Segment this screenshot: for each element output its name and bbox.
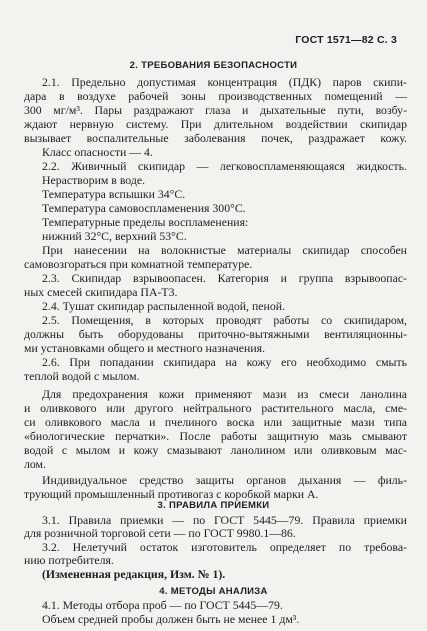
text-line: Для предохранения кожи применяют мази из смеси ланолина [42,387,407,401]
text-line: ных смесей скипидара ПА-Т3. [24,285,178,299]
text-line: 2.2. Живичный скипидар — легковоспламеняющаяся жидкость. [42,159,407,173]
text-line: ждают нервную систему. При длительном воздействии скипидар [24,117,407,131]
text-line: 300 мг/м³. Пары раздражают глаза и дыхательные пути, возбу- [24,103,407,117]
text-line: При нанесении на волокнистые материалы скипидар способен [42,243,407,257]
section-title-methods: 4. МЕТОДЫ АНАЛИЗА [159,586,268,597]
text-line: для розничной торговой сети — по ГОСТ 9980.1—86. [24,526,296,540]
text-line: самовозгораться при комнатной температуре. [24,257,253,271]
text-line: трующий промышленный противогаз с коробкой марки А. [24,487,319,501]
text-line: теплой водой с мылом. [24,369,140,383]
text-line: си оливкового масла и пчелиного воска или защитные мази типа [24,415,407,429]
text-line: Класс опасности — 4. [42,145,153,159]
text-line: Температура вспышки 34°С. [42,187,186,201]
text-line: 4.1. Методы отбора проб — по ГОСТ 5445—79. [42,598,283,612]
text-line: 3.1. Правила приемки — по ГОСТ 5445—79. Правила приемки [42,513,407,527]
text-line: «биологические перчатки». После работы защитную мазь смывают [24,429,407,443]
text-line: лом. [24,457,46,471]
text-line: Объем средней пробы должен быть не менее 1 дм³. [42,612,300,626]
text-line: нию потребителя. [24,553,114,567]
text-line: 2.1. Предельно допустимая концентрация (ПДК) паров скипи- [42,75,407,89]
text-line: 2.5. Помещения, в которых проводят работы со скипидаром, [42,313,407,327]
amendment-note: (Измененная редакция, Изм. № 1). [42,567,226,581]
text-line: Температурные пределы воспламенения: [42,215,249,229]
page-header: ГОСТ 1571—82 С. 3 [295,34,397,46]
text-line: должны быть оборудованы приточно-вытяжными вентиляционны- [24,327,407,341]
text-line: нижний 32°С, верхний 53°С. [42,229,187,243]
text-line: 3.2. Нелетучий остаток изготовитель определяет по требова- [42,540,407,554]
text-line: Нерастворим в воде. [42,173,146,187]
text-line: вызывает воспалительные заболевания почек, раздражает кожу. [24,131,407,145]
text-line: 2.4. Тушат скипидар распыленной водой, пеной. [42,299,285,313]
text-line: Индивидуальное средство защиты органов дыхания — филь- [42,473,407,487]
text-line: дара в воздухе рабочей зоны производственных помещений — [24,89,407,103]
section-title-safety: 2. ТРЕБОВАНИЯ БЕЗОПАСНОСТИ [129,60,298,71]
text-line: Температура самовоспламенения 300°С. [42,201,246,215]
text-line: 2.3. Скипидар взрывоопасен. Категория и группа взрывоопас- [42,271,407,285]
text-line: 2.6. При попадании скипидара на кожу его необходимо смыть [42,355,407,369]
text-line: ми установками общего и местного назначения. [24,341,266,355]
text-line: и оливкового или другого нейтрального растительного масла, сме- [24,401,407,415]
section-title-acceptance: 3. ПРАВИЛА ПРИЕМКИ [157,500,270,511]
text-line: водой с мылом и кожу смазывают ланолином или оливковым мас- [24,443,407,457]
